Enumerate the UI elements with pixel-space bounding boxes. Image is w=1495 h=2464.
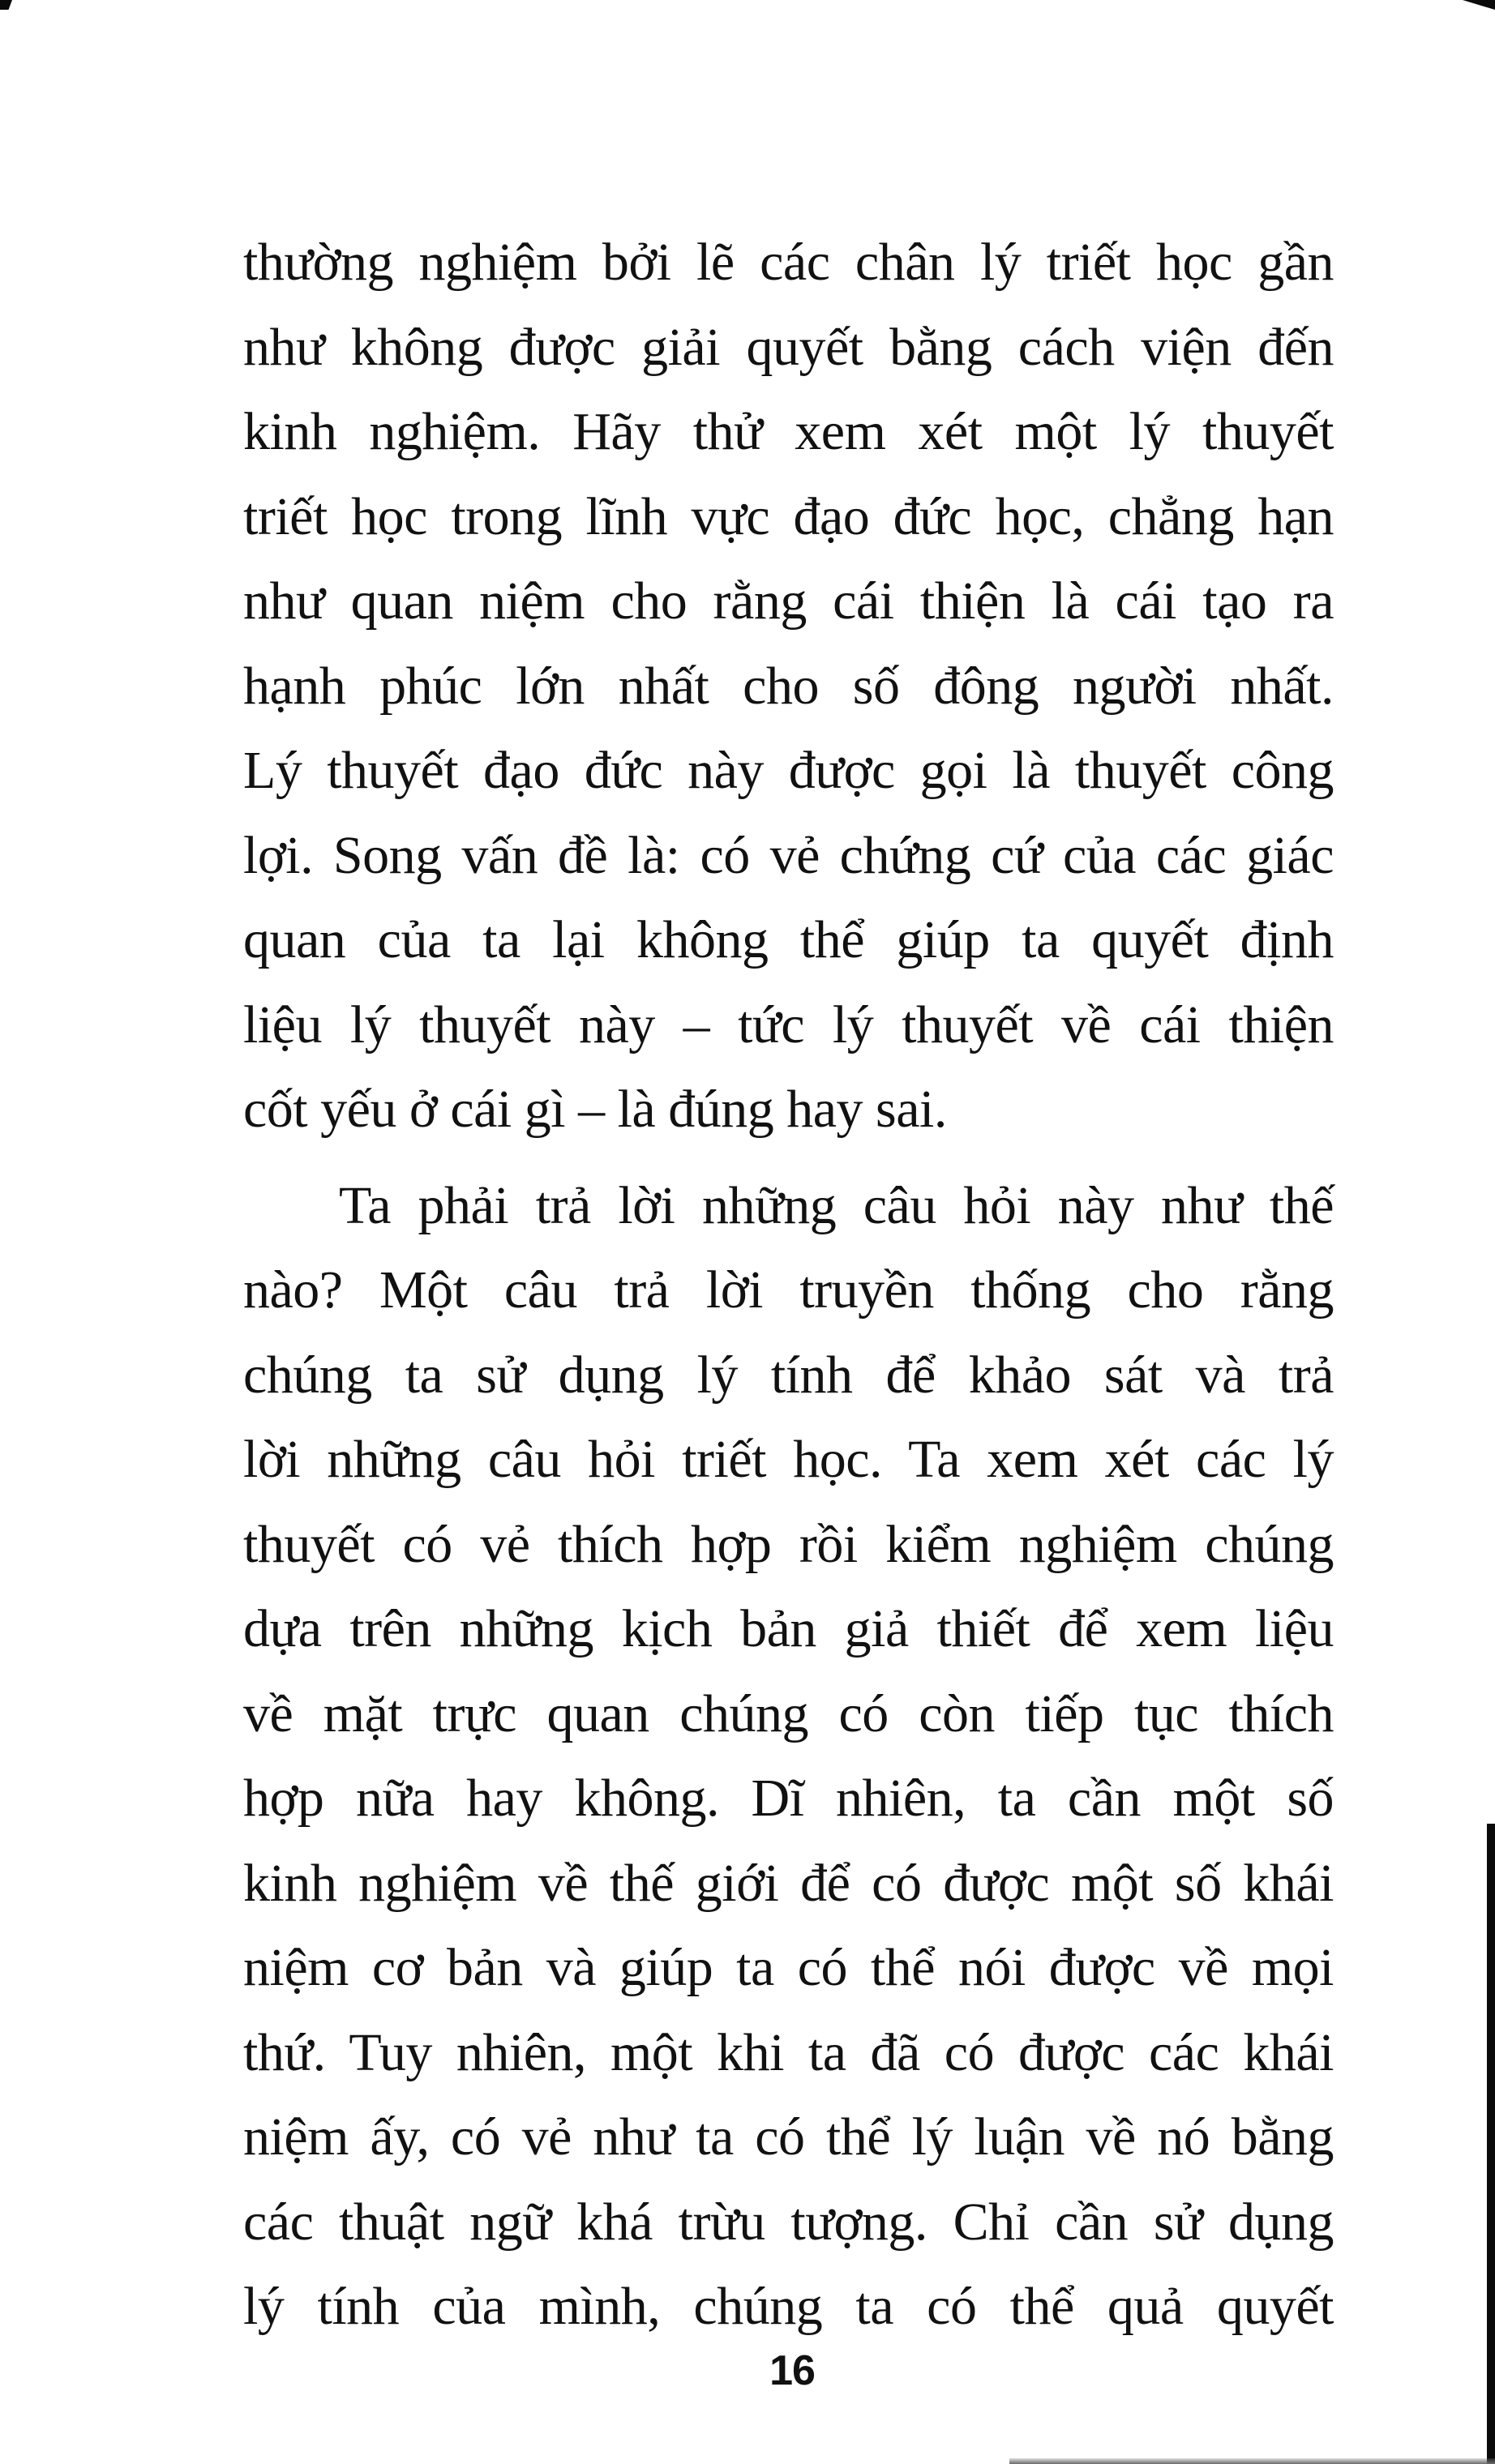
paragraph-1 (243, 220, 1334, 1153)
text-line: thường nghiệm bởi lẽ các chân lý triết học gần (243, 233, 1334, 292)
text-line: dựa trên những kịch bản giả thiết để xem liệu (243, 1599, 1334, 1658)
text-line: niệm ấy, có vẻ như ta có thể lý luận về nó bằng (243, 2107, 1334, 2167)
text-line: thứ. Tuy nhiên, một khi ta đã có được các khái (243, 2022, 1334, 2082)
page-number: 16 (769, 2347, 815, 2394)
scan-corner-mark-top-right (1463, 0, 1495, 10)
text-line: thuyết có vẻ thích hợp rồi kiểm nghiệm chúng (243, 1514, 1334, 1574)
text-line: các thuật ngữ khá trừu tượng. Chỉ cần sử dụng (243, 2192, 1334, 2252)
scan-corner-mark-top-left (0, 0, 12, 10)
scan-bottom-edge (1009, 2458, 1495, 2464)
paragraph-spacer (243, 1153, 1334, 1164)
text-line: lời những câu hỏi triết học. Ta xem xét các lý (243, 1430, 1334, 1489)
text-line: chúng ta sử dụng lý tính để khảo sát và trả (243, 1345, 1334, 1405)
text-line: như không được giải quyết bằng cách viện đến (243, 317, 1334, 377)
text-line: về mặt trực quan chúng có còn tiếp tục thích (243, 1683, 1334, 1743)
text-line: cốt yếu ở cái gì – là đúng hay sai. (243, 1080, 947, 1139)
text-line: hạnh phúc lớn nhất cho số đông người nhất. (243, 656, 1334, 716)
text-line: hợp nữa hay không. Dĩ nhiên, ta cần một số (243, 1769, 1334, 1828)
text-line: liệu lý thuyết này – tức lý thuyết về cái thiện (243, 995, 1334, 1054)
text-line: Ta phải trả lời những câu hỏi này như thế (339, 1175, 1334, 1235)
text-line: lý tính của mình, chúng ta có thể quả quyết (243, 2277, 1334, 2336)
text-line-indented (243, 1164, 1334, 1249)
text-line: triết học trong lĩnh vực đạo đức học, chẳng hạn (243, 486, 1334, 546)
text-line: nào? Một câu trả lời truyền thống cho rằng (243, 1260, 1334, 1320)
text-line: kinh nghiệm về thế giới để có được một số khái (243, 1853, 1334, 1913)
text-line: kinh nghiệm. Hãy thử xem xét một lý thuyết (243, 402, 1334, 461)
text-line: như quan niệm cho rằng cái thiện là cái tạo ra (243, 571, 1334, 631)
paragraph-2 (243, 1164, 1334, 2350)
body-text (243, 220, 1334, 2350)
text-line: quan của ta lại không thể giúp ta quyết định (243, 910, 1334, 969)
text-line: Lý thuyết đạo đức này được gọi là thuyết công (243, 741, 1334, 800)
text-line: niệm cơ bản và giúp ta có thể nói được về mọi (243, 1938, 1334, 1997)
text-line: lợi. Song vấn đề là: có vẻ chứng cứ của các giác (243, 825, 1334, 885)
